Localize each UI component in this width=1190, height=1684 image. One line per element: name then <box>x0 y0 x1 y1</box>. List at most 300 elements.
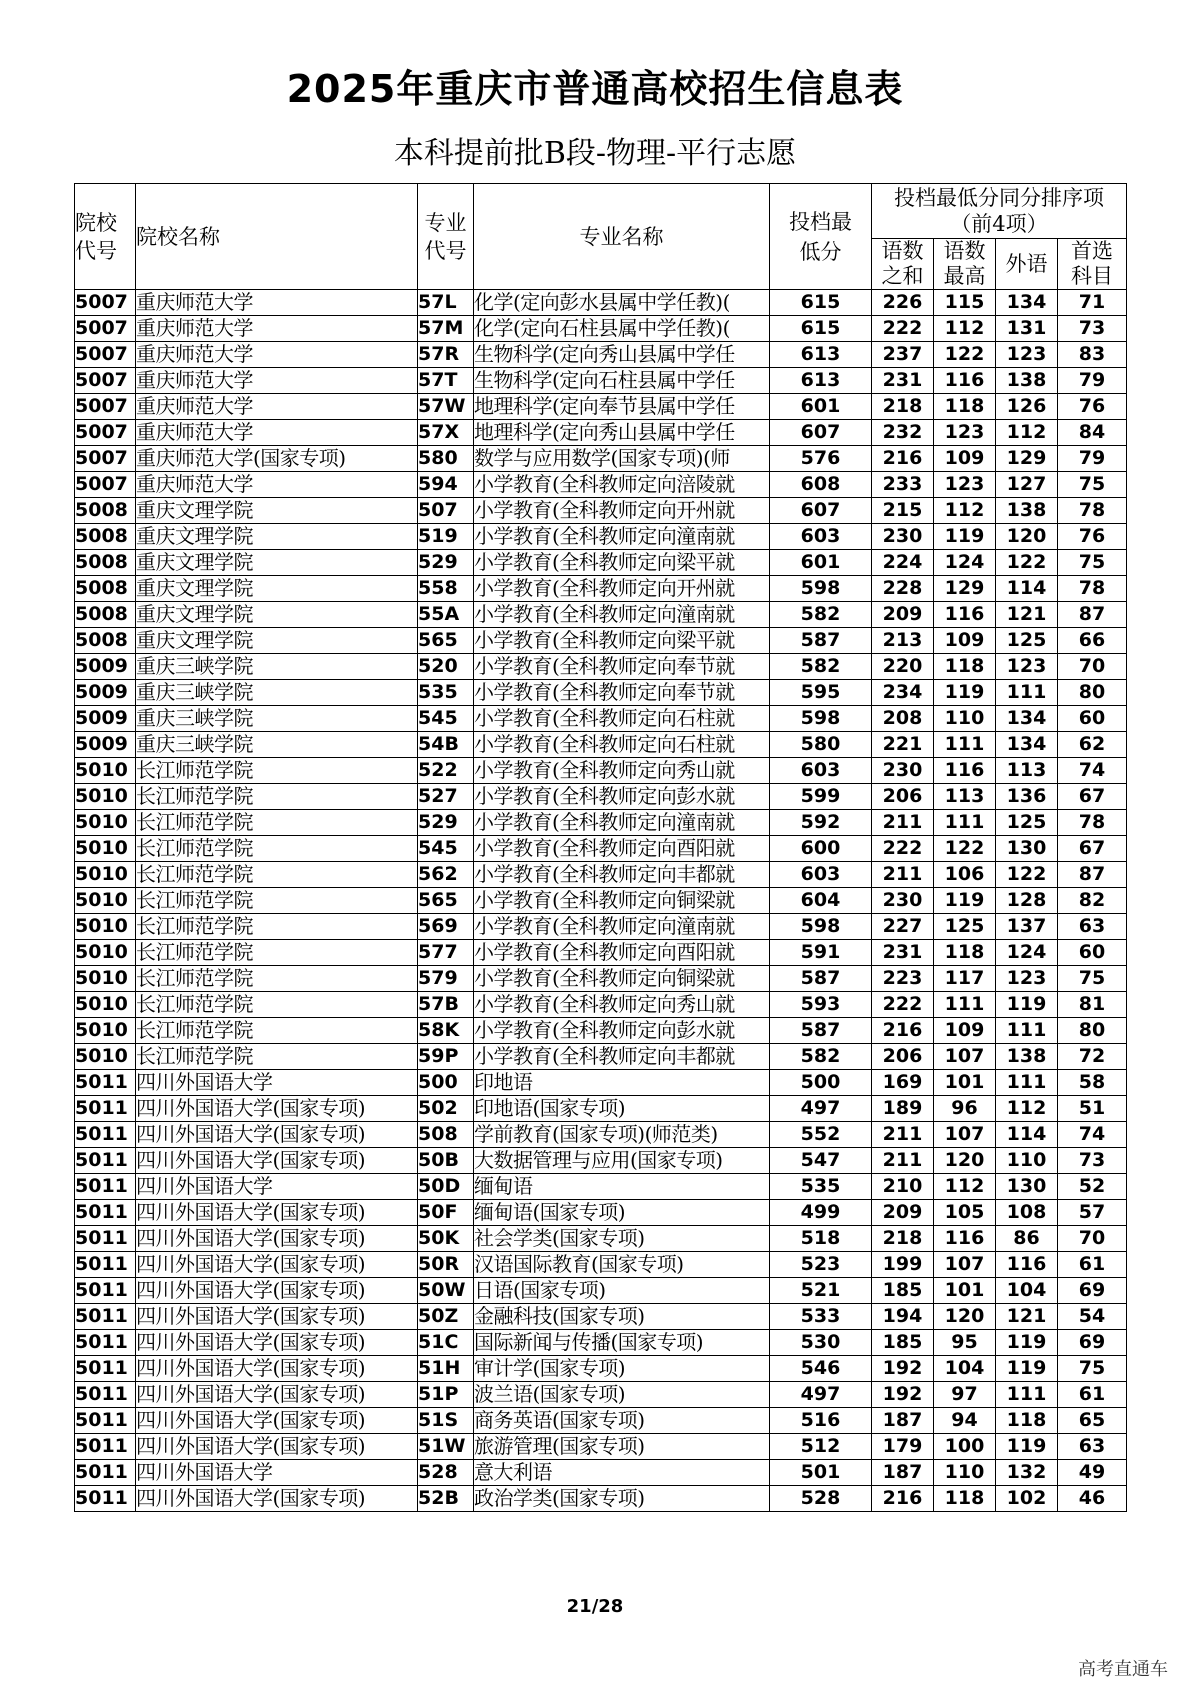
cell-major-code: 565 <box>418 628 474 654</box>
cell-major-name: 学前教育(国家专项)(师范类) <box>474 1122 770 1148</box>
cell-first-subject: 76 <box>1058 394 1127 420</box>
table-row <box>75 498 1127 524</box>
cell-first-subject: 54 <box>1058 1304 1127 1330</box>
cell-school-name: 长江师范学院 <box>136 914 418 940</box>
cell-school-code: 5007 <box>75 368 136 394</box>
table-row <box>75 1278 1127 1304</box>
cell-major-code: 594 <box>418 472 474 498</box>
cell-major-code: 528 <box>418 1460 474 1486</box>
cell-major-code: 502 <box>418 1096 474 1122</box>
table-row <box>75 602 1127 628</box>
cell-major-code: 57L <box>418 290 474 316</box>
cell-school-code: 5011 <box>75 1174 136 1200</box>
table-row <box>75 394 1127 420</box>
cell-major-name: 审计学(国家专项) <box>474 1356 770 1382</box>
cell-min-score: 497 <box>770 1382 872 1408</box>
header-first-subject: 首选科目 <box>1058 239 1127 290</box>
cell-foreign-language: 86 <box>996 1226 1058 1252</box>
cell-major-code: 57R <box>418 342 474 368</box>
watermark-text: 高考直通车 <box>1078 1659 1168 1680</box>
cell-major-code: 508 <box>418 1122 474 1148</box>
table-row <box>75 1330 1127 1356</box>
cell-school-code: 5011 <box>75 1356 136 1382</box>
cell-major-code: 51C <box>418 1330 474 1356</box>
cell-max-chinese-math: 120 <box>934 1148 996 1174</box>
cell-school-code: 5009 <box>75 706 136 732</box>
cell-school-code: 5010 <box>75 1018 136 1044</box>
table-row <box>75 550 1127 576</box>
header-major-code: 专业代号 <box>418 184 474 290</box>
table-row <box>75 888 1127 914</box>
cell-major-name: 波兰语(国家专项) <box>474 1382 770 1408</box>
table-header <box>75 184 1127 290</box>
cell-school-name: 重庆文理学院 <box>136 576 418 602</box>
cell-first-subject: 70 <box>1058 1226 1127 1252</box>
cell-min-score: 587 <box>770 1018 872 1044</box>
cell-school-code: 5011 <box>75 1070 136 1096</box>
cell-foreign-language: 130 <box>996 1174 1058 1200</box>
table-row <box>75 1174 1127 1200</box>
cell-foreign-language: 134 <box>996 732 1058 758</box>
cell-foreign-language: 137 <box>996 914 1058 940</box>
table-row <box>75 1070 1127 1096</box>
cell-sum-chinese-math: 206 <box>872 1044 934 1070</box>
cell-school-code: 5011 <box>75 1252 136 1278</box>
cell-max-chinese-math: 113 <box>934 784 996 810</box>
cell-school-code: 5008 <box>75 524 136 550</box>
cell-major-code: 577 <box>418 940 474 966</box>
cell-school-code: 5011 <box>75 1122 136 1148</box>
cell-first-subject: 49 <box>1058 1460 1127 1486</box>
cell-sum-chinese-math: 215 <box>872 498 934 524</box>
cell-max-chinese-math: 118 <box>934 394 996 420</box>
cell-major-name: 小学教育(全科教师定向彭水就 <box>474 1018 770 1044</box>
cell-min-score: 500 <box>770 1070 872 1096</box>
table-row <box>75 342 1127 368</box>
cell-sum-chinese-math: 233 <box>872 472 934 498</box>
cell-major-name: 小学教育(全科教师定向潼南就 <box>474 810 770 836</box>
cell-major-name: 小学教育(全科教师定向丰都就 <box>474 1044 770 1070</box>
cell-sum-chinese-math: 216 <box>872 1018 934 1044</box>
cell-school-code: 5010 <box>75 914 136 940</box>
cell-major-code: 545 <box>418 706 474 732</box>
cell-sum-chinese-math: 169 <box>872 1070 934 1096</box>
page-title: 2025年重庆市普通高校招生信息表 <box>286 67 904 111</box>
cell-school-name: 长江师范学院 <box>136 1044 418 1070</box>
cell-major-name: 地理科学(定向奉节县属中学任 <box>474 394 770 420</box>
cell-school-name: 长江师范学院 <box>136 992 418 1018</box>
cell-max-chinese-math: 107 <box>934 1122 996 1148</box>
cell-foreign-language: 128 <box>996 888 1058 914</box>
cell-min-score: 603 <box>770 862 872 888</box>
cell-school-name: 重庆文理学院 <box>136 602 418 628</box>
cell-sum-chinese-math: 187 <box>872 1460 934 1486</box>
cell-school-code: 5007 <box>75 316 136 342</box>
cell-major-name: 小学教育(全科教师定向秀山就 <box>474 992 770 1018</box>
cell-sum-chinese-math: 185 <box>872 1278 934 1304</box>
cell-sum-chinese-math: 226 <box>872 290 934 316</box>
cell-foreign-language: 114 <box>996 576 1058 602</box>
cell-school-name: 重庆文理学院 <box>136 628 418 654</box>
cell-min-score: 613 <box>770 368 872 394</box>
header-tiebreak-group: 投档最低分同分排序项（前4项） <box>872 184 1127 239</box>
cell-school-name: 重庆师范大学 <box>136 394 418 420</box>
cell-min-score: 547 <box>770 1148 872 1174</box>
cell-major-code: 57X <box>418 420 474 446</box>
cell-first-subject: 78 <box>1058 498 1127 524</box>
cell-school-code: 5011 <box>75 1460 136 1486</box>
cell-major-name: 小学教育(全科教师定向潼南就 <box>474 914 770 940</box>
cell-major-name: 小学教育(全科教师定向铜梁就 <box>474 888 770 914</box>
cell-foreign-language: 110 <box>996 1148 1058 1174</box>
cell-first-subject: 74 <box>1058 1122 1127 1148</box>
cell-major-code: 50K <box>418 1226 474 1252</box>
cell-major-code: 522 <box>418 758 474 784</box>
cell-major-name: 商务英语(国家专项) <box>474 1408 770 1434</box>
cell-major-code: 55A <box>418 602 474 628</box>
cell-first-subject: 87 <box>1058 602 1127 628</box>
cell-major-code: 50D <box>418 1174 474 1200</box>
cell-foreign-language: 123 <box>996 342 1058 368</box>
cell-first-subject: 81 <box>1058 992 1127 1018</box>
cell-max-chinese-math: 111 <box>934 992 996 1018</box>
cell-min-score: 582 <box>770 1044 872 1070</box>
cell-min-score: 592 <box>770 810 872 836</box>
cell-min-score: 598 <box>770 706 872 732</box>
cell-sum-chinese-math: 208 <box>872 706 934 732</box>
cell-first-subject: 73 <box>1058 1148 1127 1174</box>
cell-max-chinese-math: 97 <box>934 1382 996 1408</box>
cell-major-code: 57W <box>418 394 474 420</box>
cell-min-score: 601 <box>770 550 872 576</box>
cell-sum-chinese-math: 232 <box>872 420 934 446</box>
cell-min-score: 582 <box>770 602 872 628</box>
cell-school-name: 重庆三峡学院 <box>136 732 418 758</box>
cell-first-subject: 61 <box>1058 1382 1127 1408</box>
cell-foreign-language: 134 <box>996 706 1058 732</box>
cell-school-name: 重庆文理学院 <box>136 498 418 524</box>
cell-sum-chinese-math: 216 <box>872 446 934 472</box>
cell-max-chinese-math: 109 <box>934 1018 996 1044</box>
cell-foreign-language: 123 <box>996 654 1058 680</box>
cell-school-name: 四川外国语大学(国家专项) <box>136 1356 418 1382</box>
cell-major-name: 小学教育(全科教师定向涪陵就 <box>474 472 770 498</box>
cell-major-code: 519 <box>418 524 474 550</box>
table-row <box>75 1122 1127 1148</box>
cell-major-name: 小学教育(全科教师定向石柱就 <box>474 732 770 758</box>
cell-min-score: 501 <box>770 1460 872 1486</box>
table-row <box>75 758 1127 784</box>
cell-major-name: 缅甸语(国家专项) <box>474 1200 770 1226</box>
cell-sum-chinese-math: 221 <box>872 732 934 758</box>
cell-school-code: 5011 <box>75 1226 136 1252</box>
cell-max-chinese-math: 109 <box>934 628 996 654</box>
cell-sum-chinese-math: 192 <box>872 1356 934 1382</box>
cell-min-score: 615 <box>770 316 872 342</box>
cell-min-score: 591 <box>770 940 872 966</box>
cell-foreign-language: 114 <box>996 1122 1058 1148</box>
cell-foreign-language: 127 <box>996 472 1058 498</box>
cell-sum-chinese-math: 211 <box>872 810 934 836</box>
cell-foreign-language: 134 <box>996 290 1058 316</box>
cell-school-code: 5008 <box>75 628 136 654</box>
table-row <box>75 940 1127 966</box>
cell-school-code: 5007 <box>75 290 136 316</box>
table-row <box>75 524 1127 550</box>
table-row <box>75 862 1127 888</box>
cell-foreign-language: 131 <box>996 316 1058 342</box>
cell-max-chinese-math: 122 <box>934 836 996 862</box>
cell-school-name: 长江师范学院 <box>136 862 418 888</box>
cell-max-chinese-math: 112 <box>934 498 996 524</box>
cell-school-name: 四川外国语大学(国家专项) <box>136 1408 418 1434</box>
cell-school-name: 四川外国语大学 <box>136 1174 418 1200</box>
cell-max-chinese-math: 111 <box>934 732 996 758</box>
cell-min-score: 603 <box>770 758 872 784</box>
cell-major-code: 59P <box>418 1044 474 1070</box>
table-row <box>75 914 1127 940</box>
cell-school-name: 长江师范学院 <box>136 758 418 784</box>
cell-max-chinese-math: 112 <box>934 316 996 342</box>
cell-school-code: 5007 <box>75 342 136 368</box>
cell-major-code: 50W <box>418 1278 474 1304</box>
cell-school-name: 重庆三峡学院 <box>136 680 418 706</box>
cell-min-score: 603 <box>770 524 872 550</box>
cell-major-name: 金融科技(国家专项) <box>474 1304 770 1330</box>
cell-foreign-language: 121 <box>996 1304 1058 1330</box>
cell-major-code: 565 <box>418 888 474 914</box>
cell-min-score: 615 <box>770 290 872 316</box>
cell-sum-chinese-math: 222 <box>872 992 934 1018</box>
cell-school-name: 重庆师范大学 <box>136 316 418 342</box>
page-number: 21/28 <box>566 1596 624 1617</box>
cell-major-name: 小学教育(全科教师定向丰都就 <box>474 862 770 888</box>
cell-major-code: 507 <box>418 498 474 524</box>
table-row <box>75 420 1127 446</box>
cell-major-name: 政治学类(国家专项) <box>474 1486 770 1512</box>
cell-first-subject: 61 <box>1058 1252 1127 1278</box>
cell-school-code: 5008 <box>75 498 136 524</box>
cell-min-score: 593 <box>770 992 872 1018</box>
cell-school-code: 5011 <box>75 1096 136 1122</box>
cell-foreign-language: 119 <box>996 1434 1058 1460</box>
cell-first-subject: 62 <box>1058 732 1127 758</box>
cell-first-subject: 73 <box>1058 316 1127 342</box>
cell-min-score: 607 <box>770 498 872 524</box>
cell-major-name: 生物科学(定向秀山县属中学任 <box>474 342 770 368</box>
cell-foreign-language: 111 <box>996 1382 1058 1408</box>
cell-sum-chinese-math: 189 <box>872 1096 934 1122</box>
cell-min-score: 613 <box>770 342 872 368</box>
cell-school-code: 5009 <box>75 654 136 680</box>
cell-major-code: 54B <box>418 732 474 758</box>
cell-sum-chinese-math: 179 <box>872 1434 934 1460</box>
cell-school-code: 5011 <box>75 1382 136 1408</box>
cell-max-chinese-math: 106 <box>934 862 996 888</box>
cell-foreign-language: 108 <box>996 1200 1058 1226</box>
cell-foreign-language: 119 <box>996 1330 1058 1356</box>
cell-foreign-language: 125 <box>996 810 1058 836</box>
cell-school-code: 5010 <box>75 992 136 1018</box>
cell-major-code: 527 <box>418 784 474 810</box>
cell-first-subject: 65 <box>1058 1408 1127 1434</box>
cell-max-chinese-math: 116 <box>934 758 996 784</box>
cell-school-name: 重庆师范大学(国家专项) <box>136 446 418 472</box>
cell-sum-chinese-math: 211 <box>872 1148 934 1174</box>
cell-sum-chinese-math: 218 <box>872 394 934 420</box>
cell-school-name: 长江师范学院 <box>136 966 418 992</box>
cell-first-subject: 75 <box>1058 550 1127 576</box>
cell-sum-chinese-math: 211 <box>872 862 934 888</box>
cell-foreign-language: 111 <box>996 680 1058 706</box>
cell-school-name: 长江师范学院 <box>136 1018 418 1044</box>
admission-table <box>74 183 1127 1512</box>
cell-major-code: 51H <box>418 1356 474 1382</box>
table-row <box>75 810 1127 836</box>
cell-max-chinese-math: 122 <box>934 342 996 368</box>
cell-school-name: 重庆文理学院 <box>136 524 418 550</box>
cell-max-chinese-math: 125 <box>934 914 996 940</box>
cell-major-name: 小学教育(全科教师定向奉节就 <box>474 654 770 680</box>
table-row <box>75 1304 1127 1330</box>
table-row <box>75 1252 1127 1278</box>
cell-foreign-language: 138 <box>996 1044 1058 1070</box>
table-row <box>75 1460 1127 1486</box>
cell-foreign-language: 112 <box>996 1096 1058 1122</box>
cell-first-subject: 80 <box>1058 680 1127 706</box>
cell-major-code: 57M <box>418 316 474 342</box>
cell-school-code: 5011 <box>75 1304 136 1330</box>
cell-school-name: 四川外国语大学(国家专项) <box>136 1200 418 1226</box>
cell-first-subject: 71 <box>1058 290 1127 316</box>
cell-major-name: 国际新闻与传播(国家专项) <box>474 1330 770 1356</box>
cell-sum-chinese-math: 192 <box>872 1382 934 1408</box>
cell-foreign-language: 121 <box>996 602 1058 628</box>
cell-foreign-language: 138 <box>996 498 1058 524</box>
cell-major-code: 580 <box>418 446 474 472</box>
cell-sum-chinese-math: 237 <box>872 342 934 368</box>
cell-min-score: 595 <box>770 680 872 706</box>
cell-school-name: 四川外国语大学(国家专项) <box>136 1252 418 1278</box>
cell-first-subject: 75 <box>1058 1356 1127 1382</box>
cell-min-score: 607 <box>770 420 872 446</box>
cell-foreign-language: 130 <box>996 836 1058 862</box>
cell-first-subject: 79 <box>1058 446 1127 472</box>
header-school-name: 院校名称 <box>136 184 418 290</box>
cell-school-name: 重庆师范大学 <box>136 368 418 394</box>
cell-major-code: 51P <box>418 1382 474 1408</box>
cell-max-chinese-math: 110 <box>934 706 996 732</box>
cell-first-subject: 75 <box>1058 472 1127 498</box>
cell-school-name: 重庆师范大学 <box>136 472 418 498</box>
cell-first-subject: 76 <box>1058 524 1127 550</box>
cell-major-name: 生物科学(定向石柱县属中学任 <box>474 368 770 394</box>
cell-max-chinese-math: 100 <box>934 1434 996 1460</box>
cell-school-code: 5010 <box>75 940 136 966</box>
cell-sum-chinese-math: 230 <box>872 758 934 784</box>
cell-school-name: 重庆文理学院 <box>136 550 418 576</box>
cell-sum-chinese-math: 228 <box>872 576 934 602</box>
table-row <box>75 1200 1127 1226</box>
cell-major-code: 57B <box>418 992 474 1018</box>
cell-school-name: 四川外国语大学(国家专项) <box>136 1330 418 1356</box>
cell-first-subject: 69 <box>1058 1278 1127 1304</box>
cell-school-name: 重庆师范大学 <box>136 342 418 368</box>
cell-school-code: 5008 <box>75 602 136 628</box>
cell-max-chinese-math: 123 <box>934 472 996 498</box>
cell-max-chinese-math: 107 <box>934 1044 996 1070</box>
cell-major-code: 51W <box>418 1434 474 1460</box>
cell-sum-chinese-math: 227 <box>872 914 934 940</box>
cell-major-code: 562 <box>418 862 474 888</box>
cell-major-code: 520 <box>418 654 474 680</box>
cell-max-chinese-math: 129 <box>934 576 996 602</box>
cell-foreign-language: 136 <box>996 784 1058 810</box>
cell-max-chinese-math: 117 <box>934 966 996 992</box>
cell-major-name: 意大利语 <box>474 1460 770 1486</box>
cell-school-name: 四川外国语大学(国家专项) <box>136 1278 418 1304</box>
cell-sum-chinese-math: 209 <box>872 1200 934 1226</box>
cell-major-name: 化学(定向石柱县属中学任教)( <box>474 316 770 342</box>
cell-max-chinese-math: 118 <box>934 940 996 966</box>
cell-school-name: 四川外国语大学(国家专项) <box>136 1122 418 1148</box>
cell-major-code: 529 <box>418 550 474 576</box>
cell-major-name: 小学教育(全科教师定向开州就 <box>474 576 770 602</box>
cell-major-code: 558 <box>418 576 474 602</box>
cell-major-code: 579 <box>418 966 474 992</box>
cell-school-name: 四川外国语大学(国家专项) <box>136 1148 418 1174</box>
cell-min-score: 580 <box>770 732 872 758</box>
cell-first-subject: 60 <box>1058 706 1127 732</box>
cell-min-score: 497 <box>770 1096 872 1122</box>
cell-major-name: 化学(定向彭水县属中学任教)( <box>474 290 770 316</box>
cell-foreign-language: 138 <box>996 368 1058 394</box>
table-row <box>75 368 1127 394</box>
cell-max-chinese-math: 101 <box>934 1278 996 1304</box>
cell-major-name: 小学教育(全科教师定向梁平就 <box>474 628 770 654</box>
cell-first-subject: 60 <box>1058 940 1127 966</box>
cell-max-chinese-math: 105 <box>934 1200 996 1226</box>
cell-foreign-language: 119 <box>996 1356 1058 1382</box>
cell-major-code: 58K <box>418 1018 474 1044</box>
table-row <box>75 1408 1127 1434</box>
cell-first-subject: 57 <box>1058 1200 1127 1226</box>
cell-first-subject: 80 <box>1058 1018 1127 1044</box>
cell-school-name: 重庆三峡学院 <box>136 654 418 680</box>
cell-min-score: 516 <box>770 1408 872 1434</box>
table-row <box>75 784 1127 810</box>
cell-school-code: 5009 <box>75 680 136 706</box>
cell-school-name: 重庆师范大学 <box>136 420 418 446</box>
table-row <box>75 628 1127 654</box>
cell-major-name: 小学教育(全科教师定向酉阳就 <box>474 836 770 862</box>
cell-foreign-language: 122 <box>996 862 1058 888</box>
cell-first-subject: 74 <box>1058 758 1127 784</box>
cell-first-subject: 52 <box>1058 1174 1127 1200</box>
cell-first-subject: 58 <box>1058 1070 1127 1096</box>
cell-school-code: 5011 <box>75 1200 136 1226</box>
cell-school-code: 5010 <box>75 836 136 862</box>
cell-first-subject: 46 <box>1058 1486 1127 1512</box>
cell-school-name: 长江师范学院 <box>136 888 418 914</box>
table-row <box>75 1018 1127 1044</box>
cell-min-score: 604 <box>770 888 872 914</box>
cell-first-subject: 69 <box>1058 1330 1127 1356</box>
cell-school-name: 四川外国语大学 <box>136 1070 418 1096</box>
cell-school-name: 长江师范学院 <box>136 940 418 966</box>
cell-school-code: 5007 <box>75 394 136 420</box>
cell-max-chinese-math: 95 <box>934 1330 996 1356</box>
